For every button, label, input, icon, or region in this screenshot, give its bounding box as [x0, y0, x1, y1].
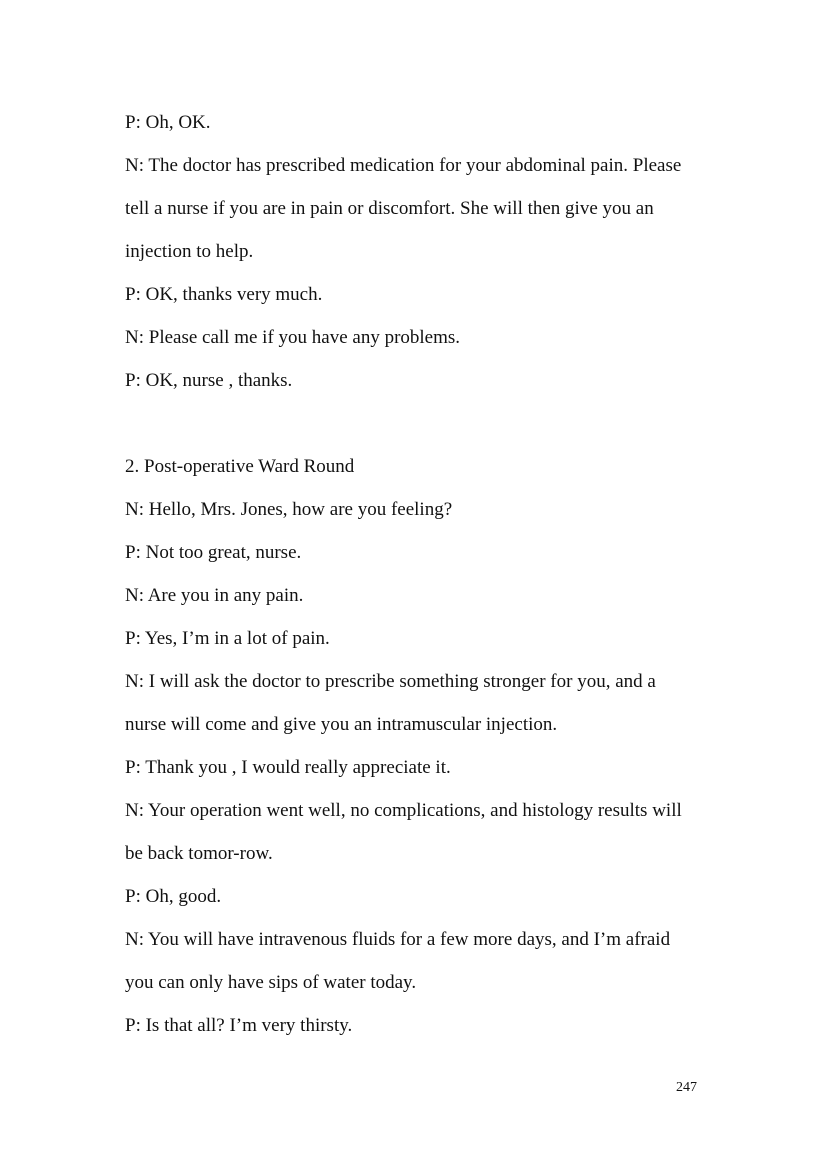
dialogue-line: P: Is that all? I’m very thirsty.: [125, 1015, 353, 1036]
dialogue-line: injection to help.: [125, 241, 254, 262]
dialogue-line: P: OK, thanks very much.: [125, 284, 323, 305]
dialogue-line: nurse will come and give you an intramuscular injection.: [125, 714, 558, 735]
dialogue-line: P: Oh, good.: [125, 886, 222, 907]
dialogue-line: N: Are you in any pain.: [125, 585, 304, 606]
dialogue-line: N: You will have intravenous fluids for a few more days, and I’m afraid: [125, 929, 671, 950]
dialogue-line: P: Oh, OK.: [125, 112, 211, 133]
dialogue-line: N: Hello, Mrs. Jones, how are you feeling?: [125, 499, 453, 520]
dialogue-line: P: Not too great, nurse.: [125, 542, 302, 563]
dialogue-line: tell a nurse if you are in pain or discomfort. She will then give you an: [125, 198, 654, 219]
dialogue-line: N: Please call me if you have any problems.: [125, 327, 461, 348]
dialogue-line: N: Your operation went well, no complications, and histology results will: [125, 800, 682, 821]
dialogue-line: N: The doctor has prescribed medication for your abdominal pain. Please: [125, 155, 682, 176]
dialogue-line: P: Yes, I’m in a lot of pain.: [125, 628, 330, 649]
page-number: 247: [676, 1080, 697, 1095]
dialogue-line: P: OK, nurse , thanks.: [125, 370, 293, 391]
dialogue-line: you can only have sips of water today.: [125, 972, 417, 993]
dialogue-line: be back tomor-row.: [125, 843, 273, 864]
dialogue-line: N: I will ask the doctor to prescribe something stronger for you, and a: [125, 671, 656, 692]
dialogue-line: P: Thank you , I would really appreciate it.: [125, 757, 451, 778]
section-heading: 2. Post-operative Ward Round: [125, 456, 355, 477]
